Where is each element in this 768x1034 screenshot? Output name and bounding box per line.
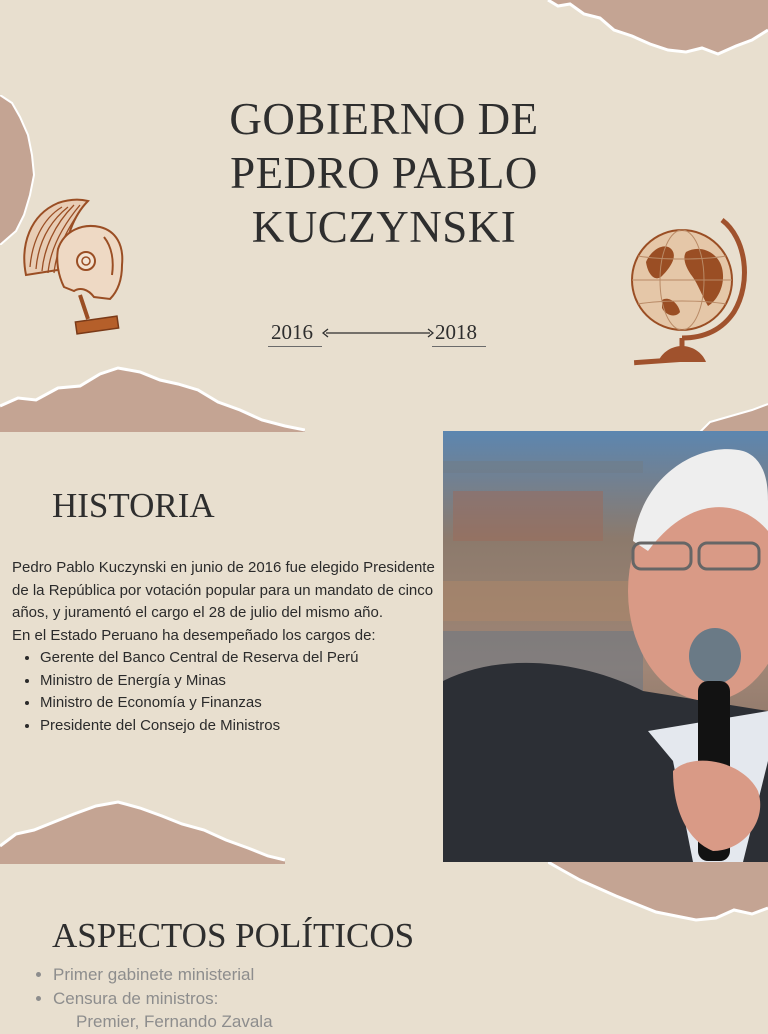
arrow-icon — [322, 326, 434, 340]
start-year-underline — [268, 346, 322, 347]
end-year-underline — [432, 346, 486, 347]
cargos-list — [12, 647, 437, 737]
torn-paper-top-right — [540, 0, 768, 62]
historia-paragraph-1: Pedro Pablo Kuczynski en junio de 2016 fue elegido Presidente de la República por votación popular para un mandato de cinco años, y juramentó el cargo el 28 de julio del mismo año. — [12, 559, 435, 621]
torn-paper-mid-right — [700, 400, 768, 432]
start-year: 2016 — [271, 320, 313, 344]
torn-paper-mid-left — [0, 362, 305, 432]
end-year: 2018 — [435, 320, 477, 344]
page-title: GOBIERNO DE PEDRO PABLO KUCZYNSKI — [229, 94, 539, 252]
historia-paragraph-2: En el Estado Peruano ha desempeñado los cargos de: — [12, 626, 376, 644]
president-photo — [443, 431, 768, 862]
list-item: Premier, Fernando Zavala — [76, 1012, 273, 1031]
list-item: • Primer gabinete ministerial — [53, 963, 454, 987]
historia-heading: HISTORIA — [52, 486, 215, 525]
aspectos-list — [34, 963, 454, 1034]
list-item: • Censura de ministros: — [53, 987, 454, 1011]
torn-paper-lower-left — [0, 800, 285, 864]
aspectos-heading: ASPECTOS POLÍTICOS — [52, 916, 415, 955]
list-item: • Ministro de Economía y Finanzas — [40, 692, 437, 715]
historia-text — [12, 557, 437, 737]
helmet-icon — [18, 195, 133, 340]
list-item: • Ministro de Energía y Minas — [40, 670, 437, 693]
torn-paper-lower-right — [548, 862, 768, 924]
globe-icon — [622, 212, 750, 370]
list-item: • Gerente del Banco Central de Reserva del Perú — [40, 647, 437, 670]
list-item: • Presidente del Consejo de Ministros — [40, 715, 437, 738]
